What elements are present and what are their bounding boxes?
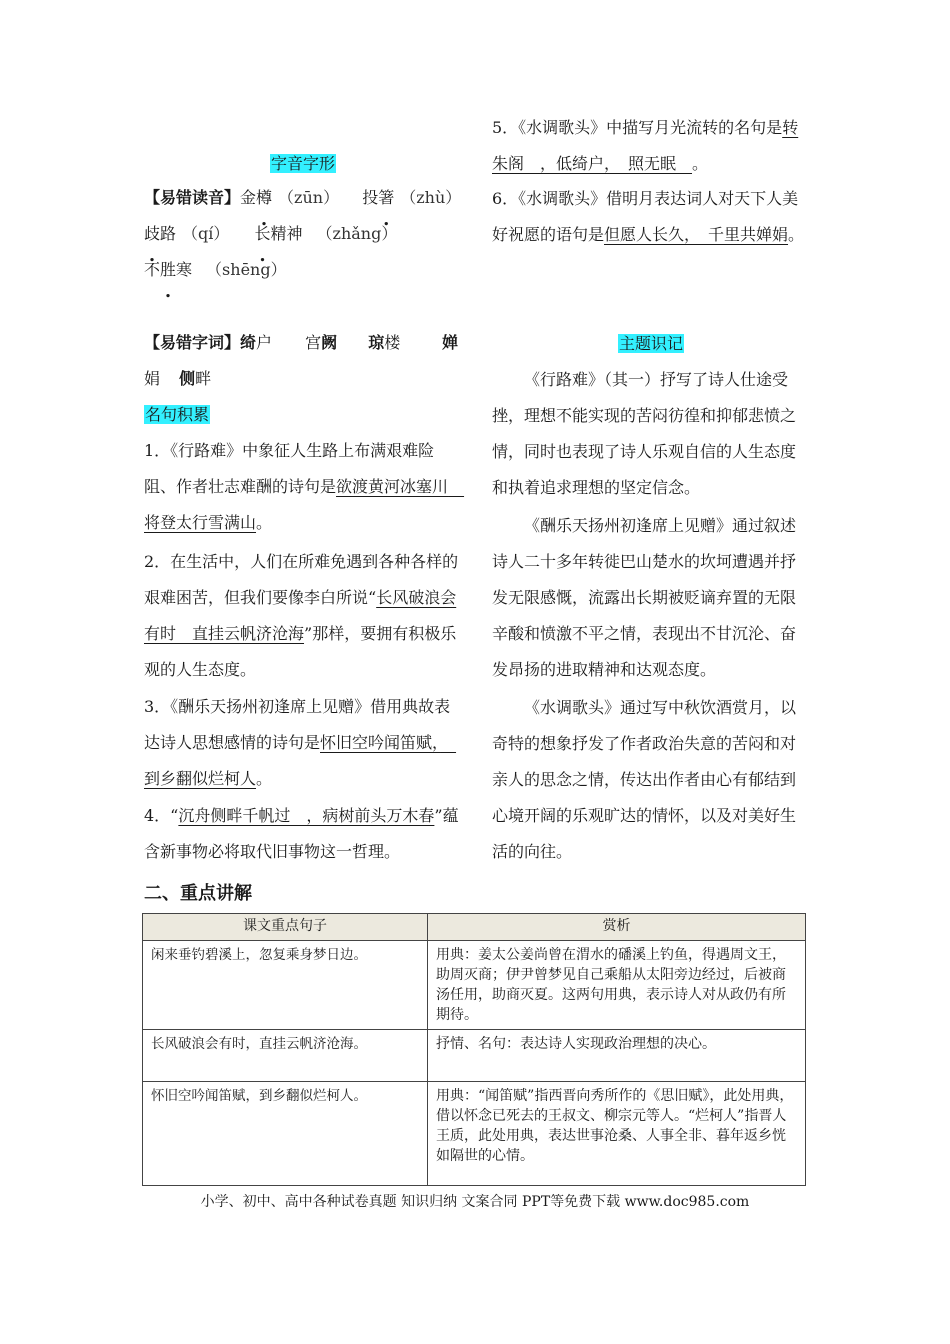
dotted-char: 箸 bbox=[378, 188, 395, 207]
dotted-char: 歧 bbox=[144, 224, 161, 243]
table-cell-analysis: 用典：“闻笛赋”指西晋向秀所作的《思旧赋》，此处用典，借以怀念已死去的王叔文、柳宗元等人。“烂柯人”指晋人王质，此处用典，表达世事沧桑、人事全非、暮年返乡恍如隔世的心情。 bbox=[428, 1082, 806, 1186]
table-cell-sentence: 闲来垂钓碧溪上，忽复乘身梦日边。 bbox=[143, 941, 428, 1030]
table-row bbox=[143, 1082, 806, 1186]
table-header-cell: 赏析 bbox=[428, 914, 806, 941]
quote-item-4: 4．“沉舟侧畔千帆过 ，病树前头万木春”蕴含新事物必将取代旧事物这一哲理。 bbox=[144, 806, 459, 861]
char-line-1: 【易错字词】绮户 宫阙 琼楼 婵 bbox=[144, 333, 458, 352]
pron-label: 【易错读音】 bbox=[144, 188, 241, 207]
section-title-pronunciation: 字音字形 bbox=[270, 154, 335, 173]
char-line-2: 娟 侧畔 bbox=[144, 369, 212, 388]
quote-item-5: 5．《水调歌头》中描写月光流转的名句是转朱阁 ，低绮户， 照无眠 。 bbox=[492, 118, 799, 173]
page-footer: 小学、初中、高中各种试卷真题 知识归纳 文案合同 PPT等免费下载 www.doc985.com bbox=[200, 1194, 750, 1210]
answer-underline: 但愿人长久， 千里共婵娟 bbox=[604, 225, 789, 244]
answer-underline: 长风破浪会有时 直挂云帆济沧海 bbox=[144, 588, 457, 643]
table-cell-sentence: 怀旧空吟闻笛赋，到乡翻似烂柯人。 bbox=[143, 1082, 428, 1186]
pron-line-3: 不胜寒 （shēng） bbox=[144, 260, 287, 279]
quote-item-1: 1．《行路难》中象征人生路上布满艰难险阻、作者壮志难酬的诗句是欲渡黄河冰塞川 将登太行雪满山。 bbox=[144, 441, 465, 532]
table-header-cell: 课文重点句子 bbox=[143, 914, 428, 941]
table-cell-sentence: 长风破浪会有时，直挂云帆济沧海。 bbox=[143, 1030, 428, 1082]
answer-underline: 欲渡黄河冰塞川 将登太行雪满山 bbox=[144, 477, 465, 532]
section-heading-key-points: 二、重点讲解 bbox=[144, 883, 252, 904]
pron-line-1: 【易错读音】金樽 （zūn） 投箸 （zhù） bbox=[144, 188, 462, 207]
answer-underline: 转朱阁 ，低绮户， 照无眠 bbox=[492, 118, 799, 173]
table-cell-analysis: 用典：姜太公姜尚曾在渭水的磻溪上钓鱼，得遇周文王，助周灭商；伊尹曾梦见自己乘船从太阳旁边经过，后被商汤任用，助商灭夏。这两句用典，表示诗人对从政仍有所期待。 bbox=[428, 941, 806, 1030]
quote-item-3: 3．《酬乐天扬州初逢席上见赠》借用典故表达诗人思想感情的诗句是怀旧空吟闻笛赋， 到乡翻似烂柯人。 bbox=[144, 697, 457, 788]
theme-paragraph-1: 《行路难》（其一）抒写了诗人仕途受挫，理想不能实现的苦闷彷徨和抑郁悲愤之情，同时也表现了诗人乐观自信的人生态度和执着追求理想的坚定信念。 bbox=[492, 370, 797, 497]
section-title-quotes: 名句积累 bbox=[145, 405, 210, 424]
table-header-row bbox=[143, 914, 806, 941]
table-cell-analysis: 抒情、名句：表达诗人实现政治理想的决心。 bbox=[428, 1030, 806, 1082]
analysis-table bbox=[142, 913, 806, 1186]
dotted-char: 樽 bbox=[256, 188, 273, 207]
table-row bbox=[143, 1030, 806, 1082]
theme-paragraph-2: 《酬乐天扬州初逢席上见赠》通过叙述诗人二十多年转徙巴山楚水的坎坷遭遇并抒发无限感慨，流露出长期被贬谪弃置的无限辛酸和愤激不平之情，表现出不甘沉沦、奋发昂扬的进取精神和达观态度。 bbox=[492, 516, 797, 679]
pron-line-2: 歧路 （qí） 长精神 （zhǎng） bbox=[144, 224, 398, 243]
answer-underline: 沉舟侧畔千帆过 ，病树前头万木春 bbox=[178, 806, 435, 825]
dotted-char: 长 bbox=[254, 224, 271, 243]
char-label: 【易错字词】 bbox=[144, 333, 241, 352]
dotted-char: 胜 bbox=[160, 260, 177, 279]
quote-item-6: 6．《水调歌头》借明月表达词人对天下人美好祝愿的语句是但愿人长久， 千里共婵娟。 bbox=[492, 189, 805, 244]
table-row bbox=[143, 941, 806, 1030]
quote-item-2: 2．在生活中，人们在所难免遇到各种各样的艰难困苦，但我们要像李白所说“长风破浪会有时 直挂云帆济沧海”那样，要拥有积极乐观的人生态度。 bbox=[144, 552, 459, 679]
theme-paragraph-3: 《水调歌头》通过写中秋饮酒赏月，以奇特的想象抒发了作者政治失意的苦闷和对亲人的思念之情，传达出作者由心有郁结到心境开阔的乐观旷达的情怀，以及对美好生活的向往。 bbox=[492, 698, 797, 861]
section-title-theme: 主题识记 bbox=[618, 334, 683, 353]
answer-underline: 怀旧空吟闻笛赋， 到乡翻似烂柯人 bbox=[144, 733, 457, 788]
